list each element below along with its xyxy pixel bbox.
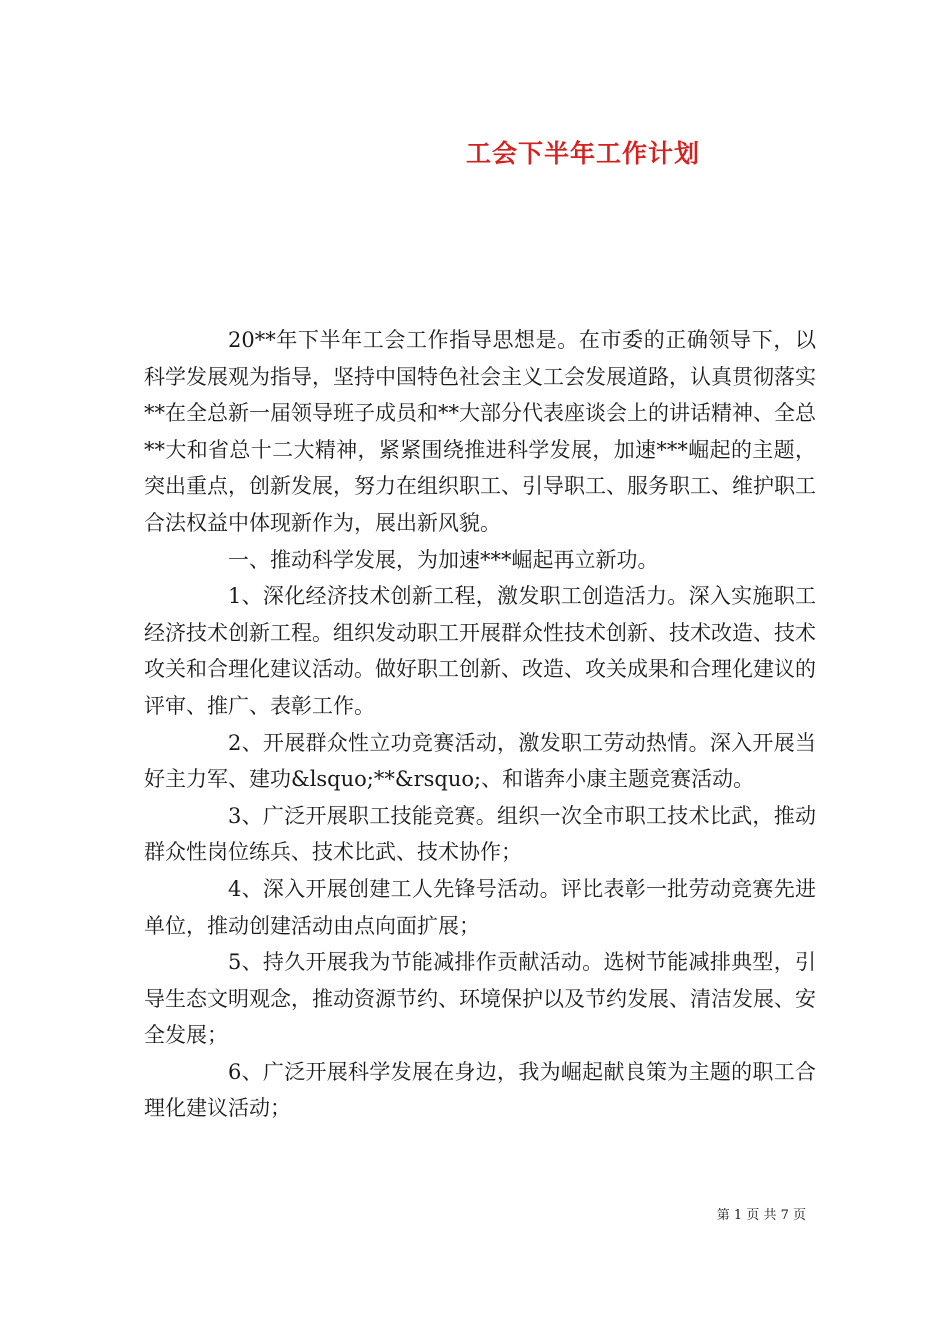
document-body <box>144 322 816 1127</box>
page-number-footer: 第 1 页 共 7 页 <box>716 1208 806 1223</box>
paragraph-item-4: 4、深入开展创建工人先锋号活动。评比表彰一批劳动竞赛先进单位，推动创建活动由点向面扩展； <box>144 876 816 938</box>
paragraph-item-5: 5、持久开展我为节能减排作贡献活动。选树节能减排典型，引导生态文明观念，推动资源节约、环境保护以及节约发展、清洁发展、安全发展； <box>144 950 816 1048</box>
paragraph-item-2: 2、开展群众性立功竞赛活动，激发职工劳动热情。深入开展当好主力军、建功&lsquo;**&rsquo;、和谐奔小康主题竞赛活动。 <box>144 730 816 792</box>
paragraph-item-1: 1、深化经济技术创新工程，激发职工创造活力。深入实施职工经济技术创新工程。组织发动职工开展群众性技术创新、技术改造、技术攻关和合理化建议活动。做好职工创新、改造、攻关成果和合理化建议的评审、推广、表彰工作。 <box>144 584 816 718</box>
paragraph-item-6: 6、广泛开展科学发展在身边，我为崛起献良策为主题的职工合理化建议活动； <box>144 1059 816 1121</box>
paragraph-section-heading: 一、推动科学发展，为加速***崛起再立新功。 <box>228 547 659 572</box>
paragraph-guiding-ideology: 20**年下半年工会工作指导思想是。在市委的正确领导下，以科学发展观为指导，坚持中国特色社会主义工会发展道路，认真贯彻落实**在全总新一届领导班子成员和**大部分代表座谈会上的讲话精神、全总**大和省总十二大精神，紧紧围绕推进科学发展，加速***崛起的主题，突出重点，创新发展，努力在组织职工、引导职工、服务职工、维护职工合法权益中体现新作为，展出新风貌。 <box>144 328 816 535</box>
document-title: 工会下半年工作计划 <box>465 139 700 168</box>
paragraph-item-3: 3、广泛开展职工技能竞赛。组织一次全市职工技术比武，推动群众性岗位练兵、技术比武、技术协作； <box>144 803 816 865</box>
